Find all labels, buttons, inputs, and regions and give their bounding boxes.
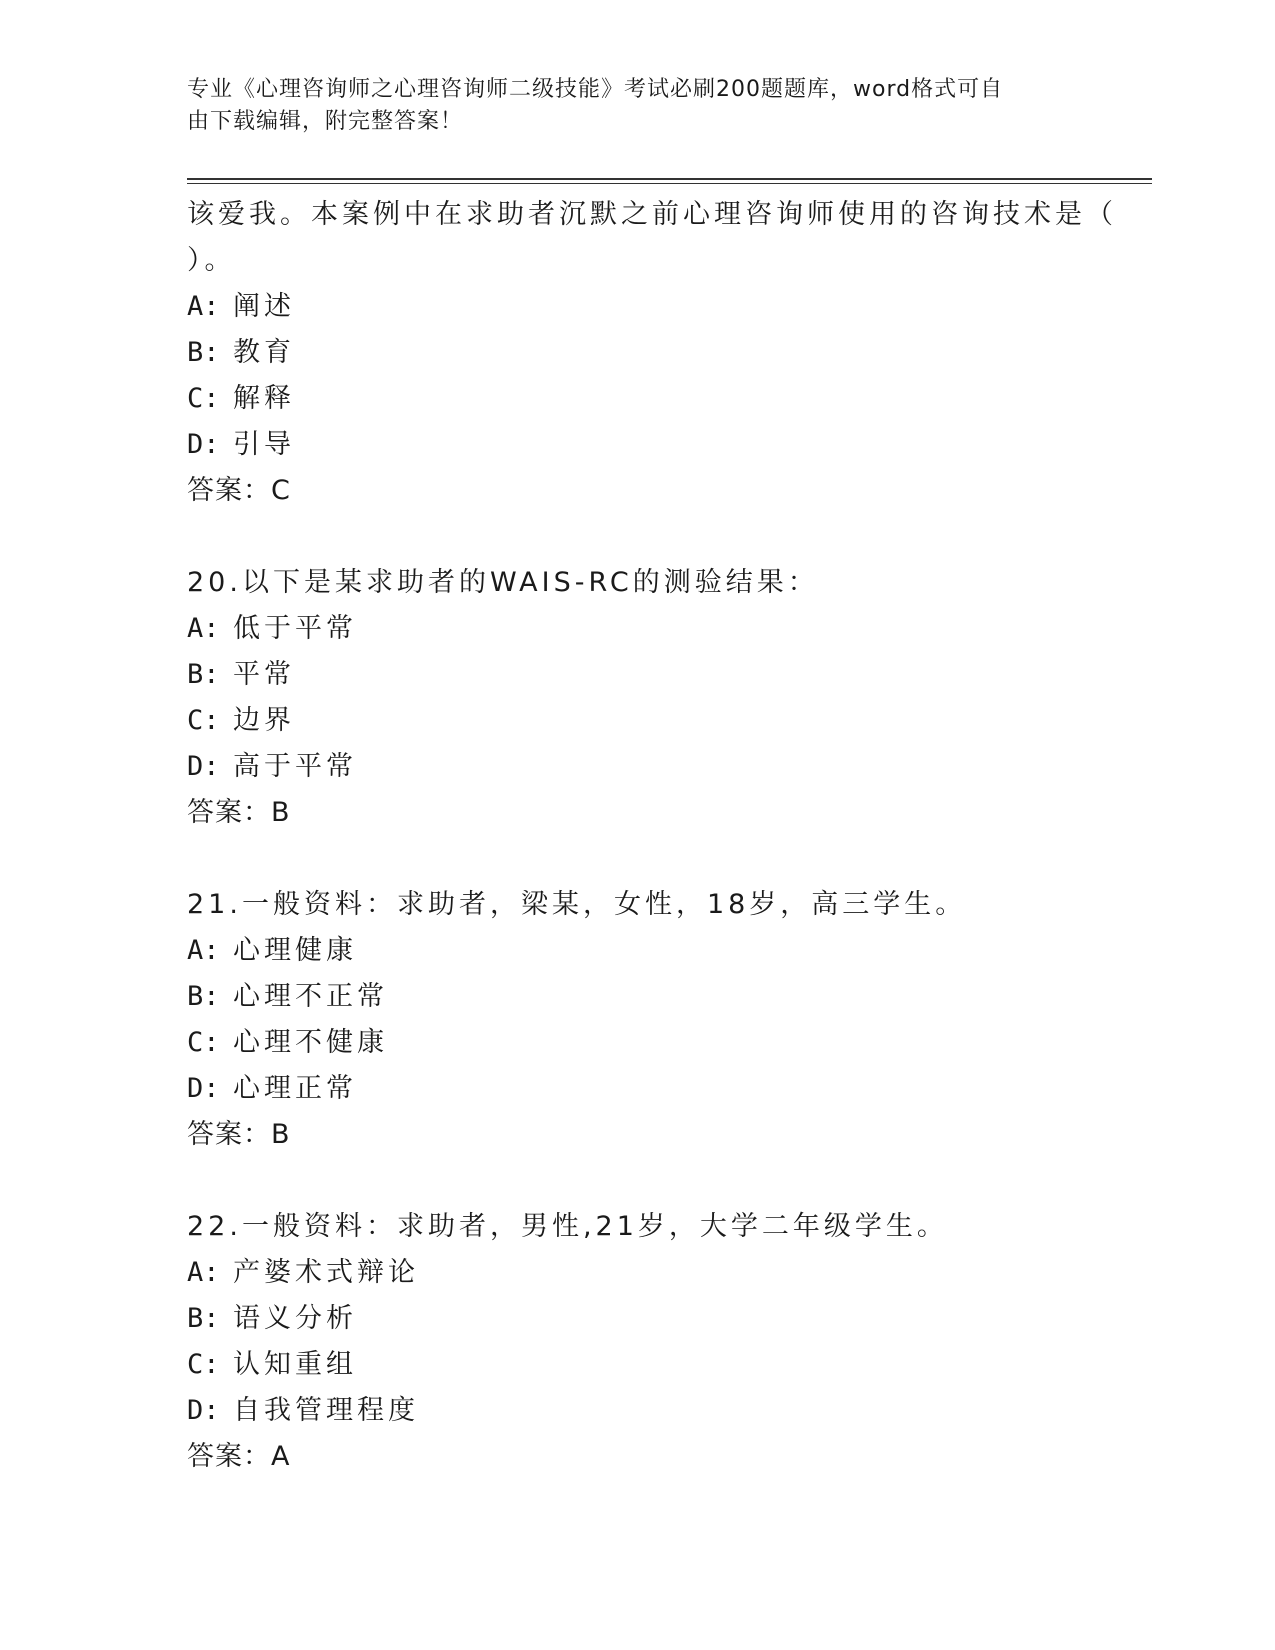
question-stem: 22.一般资料：求助者，男性,21岁，大学二年级学生。 xyxy=(187,1211,948,1242)
header-divider-thin xyxy=(187,183,1152,184)
question-block xyxy=(187,560,1087,836)
option-letter: B: xyxy=(187,1303,220,1334)
question-stem: 20.以下是某求助者的WAIS-RC的测验结果： xyxy=(187,567,819,598)
header-line-1: 专业《心理咨询师之心理咨询师二级技能》考试必刷200题题库，word格式可自 xyxy=(187,77,1004,102)
option-a xyxy=(187,928,1087,974)
option-letter: C: xyxy=(187,1027,220,1058)
option-letter: D: xyxy=(187,751,220,782)
option-text: 语义分析 xyxy=(233,1303,357,1334)
option-c xyxy=(187,376,1087,422)
option-letter: A: xyxy=(187,291,220,322)
option-c xyxy=(187,1020,1087,1066)
option-b xyxy=(187,974,1087,1020)
option-text: 心理不健康 xyxy=(233,1027,388,1058)
option-text: 心理正常 xyxy=(233,1073,357,1104)
option-b xyxy=(187,652,1087,698)
question-stem: ）。 xyxy=(187,245,236,276)
spacer xyxy=(187,836,1087,882)
option-text: 产婆术式辩论 xyxy=(233,1257,419,1288)
question-block xyxy=(187,882,1087,1158)
answer-line: 答案：B xyxy=(187,1119,291,1150)
option-text: 教育 xyxy=(233,337,295,368)
option-text: 引导 xyxy=(233,429,295,460)
option-text: 低于平常 xyxy=(233,613,357,644)
option-letter: C: xyxy=(187,705,220,736)
header-line-2: 由下载编辑，附完整答案！ xyxy=(187,109,464,134)
option-letter: D: xyxy=(187,1395,220,1426)
question-block xyxy=(187,192,1117,514)
option-b xyxy=(187,1296,1087,1342)
option-text: 边界 xyxy=(233,705,295,736)
option-text: 阐述 xyxy=(233,291,295,322)
answer-line: 答案：B xyxy=(187,797,291,828)
option-d xyxy=(187,1388,1087,1434)
question-list xyxy=(187,192,1117,1480)
answer-line: 答案：A xyxy=(187,1441,291,1472)
option-b xyxy=(187,330,1087,376)
option-c xyxy=(187,1342,1087,1388)
option-letter: B: xyxy=(187,337,220,368)
question-stem: 该爱我。本案例中在求助者沉默之前心理咨询师使用的咨询技术是（ xyxy=(187,199,1117,230)
option-letter: B: xyxy=(187,981,220,1012)
option-d xyxy=(187,744,1087,790)
option-letter: A: xyxy=(187,1257,220,1288)
option-text: 认知重组 xyxy=(233,1349,357,1380)
answer-line: 答案：C xyxy=(187,475,291,506)
option-letter: D: xyxy=(187,1073,220,1104)
option-text: 高于平常 xyxy=(233,751,357,782)
option-d xyxy=(187,1066,1087,1112)
document-header xyxy=(187,74,1067,138)
option-text: 平常 xyxy=(233,659,295,690)
option-text: 解释 xyxy=(233,383,295,414)
option-letter: B: xyxy=(187,659,220,690)
option-a xyxy=(187,284,1087,330)
option-letter: D: xyxy=(187,429,220,460)
option-text: 自我管理程度 xyxy=(233,1395,419,1426)
option-d xyxy=(187,422,1087,468)
question-stem: 21.一般资料：求助者，梁某，女性，18岁，高三学生。 xyxy=(187,889,967,920)
option-letter: C: xyxy=(187,1349,220,1380)
option-text: 心理不正常 xyxy=(233,981,388,1012)
option-a xyxy=(187,606,1087,652)
spacer xyxy=(187,1158,1087,1204)
spacer xyxy=(187,514,1087,560)
option-letter: C: xyxy=(187,383,220,414)
option-letter: A: xyxy=(187,613,220,644)
option-text: 心理健康 xyxy=(233,935,357,966)
option-letter: A: xyxy=(187,935,220,966)
option-c xyxy=(187,698,1087,744)
header-divider-thick xyxy=(187,178,1152,180)
question-block xyxy=(187,1204,1087,1480)
option-a xyxy=(187,1250,1087,1296)
